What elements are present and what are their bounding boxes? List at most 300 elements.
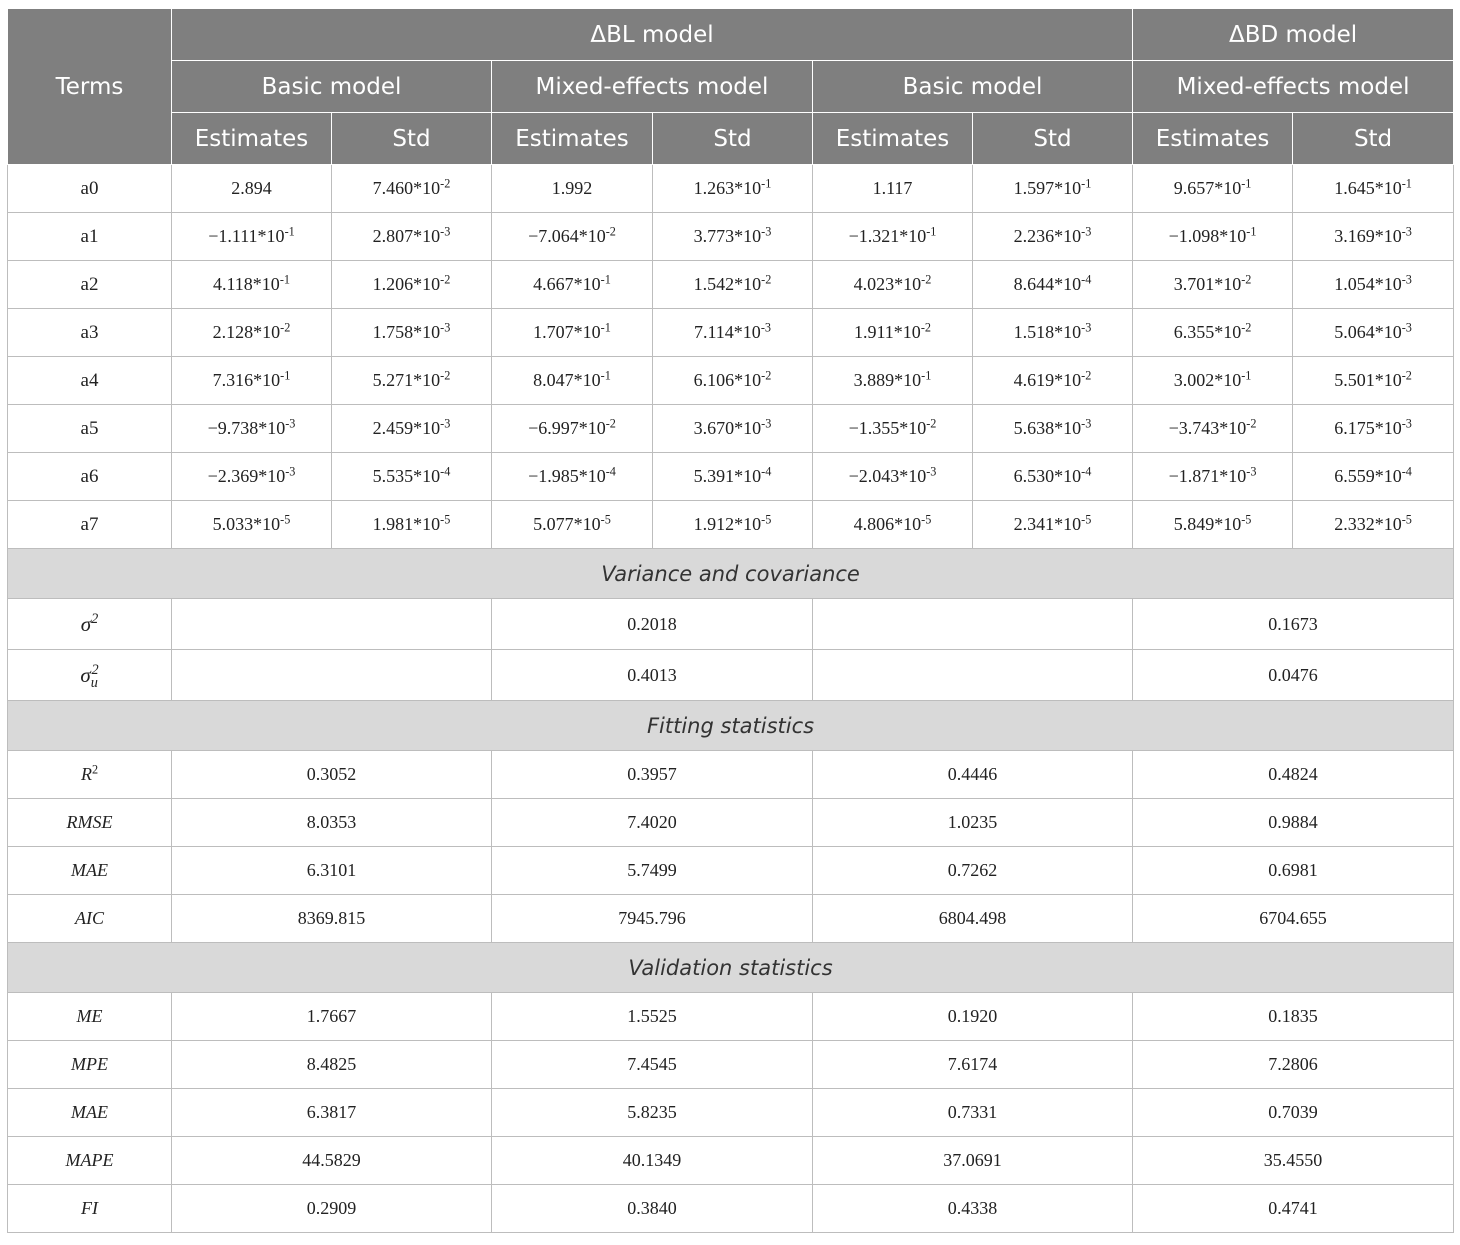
value-cell: 0.4741: [1133, 1185, 1454, 1233]
cell-mantissa: 5.064*10: [1334, 322, 1402, 342]
value-cell: 0.3052: [172, 751, 492, 799]
symbol-superscript: 2: [91, 610, 99, 627]
cell-exponent: -5: [1401, 512, 1412, 527]
group-header-bl: ΔBL model: [172, 9, 1133, 61]
cell-exponent: -3: [1081, 224, 1092, 239]
cell-mantissa: 2.894: [231, 178, 272, 198]
cell-exponent: -3: [761, 416, 772, 431]
estimate-cell: [492, 501, 653, 549]
cell-mantissa: 5.501*10: [1334, 370, 1402, 390]
cell-exponent: -3: [760, 320, 772, 335]
value-cell: 35.4550: [1133, 1137, 1454, 1185]
estimate-cell: [172, 357, 332, 405]
stat-superscript: 2: [91, 762, 99, 777]
cell-mantissa: 9.657*10: [1173, 178, 1242, 198]
cell-exponent: -5: [280, 512, 291, 527]
param-row: [8, 261, 1454, 309]
symbol-base: σ: [80, 611, 92, 636]
cell-mantissa: −1.098*10: [1168, 226, 1247, 246]
value-cell: [813, 599, 1133, 650]
estimate-cell: [172, 165, 332, 213]
terms-header: Terms: [8, 9, 172, 165]
cell-mantissa: −2.369*10: [207, 466, 286, 486]
cell-exponent: -2: [920, 320, 932, 335]
cell-mantissa: 1.206*10: [372, 274, 441, 294]
cell-exponent: -3: [1246, 464, 1257, 479]
cell-exponent: -2: [1081, 368, 1092, 383]
cell-exponent: -5: [1241, 512, 1252, 527]
estimate-cell: [172, 309, 332, 357]
cell-exponent: -3: [1401, 320, 1412, 335]
cell-mantissa: −1.111*10: [208, 226, 285, 246]
value-cell: 44.5829: [172, 1137, 492, 1185]
estimate-cell: [1133, 309, 1293, 357]
param-row: [8, 405, 1454, 453]
cell-mantissa: −1.985*10: [528, 466, 606, 486]
cell-exponent: -2: [605, 224, 616, 239]
column-header: Std: [332, 113, 492, 165]
cell-mantissa: 3.773*10: [693, 226, 762, 246]
cell-mantissa: 1.263*10: [693, 178, 762, 198]
value-cell: 0.1835: [1133, 993, 1454, 1041]
cell-mantissa: 5.391*10: [693, 466, 762, 486]
fitting-row: [8, 751, 1454, 799]
section-header: [8, 701, 1454, 751]
estimate-cell: [1133, 453, 1293, 501]
cell-mantissa: 4.667*10: [533, 274, 601, 294]
cell-exponent: -2: [926, 416, 937, 431]
cell-exponent: -2: [1246, 416, 1257, 431]
cell-exponent: -5: [440, 512, 451, 527]
value-cell: 1.0235: [813, 799, 1133, 847]
cell-mantissa: 1.054*10: [1334, 274, 1402, 294]
estimate-cell: [1133, 501, 1293, 549]
cell-exponent: -1: [921, 368, 932, 383]
cell-exponent: -1: [1241, 176, 1252, 191]
value-cell: 0.4013: [492, 650, 813, 701]
estimate-cell: [813, 405, 973, 453]
cell-exponent: -3: [440, 320, 451, 335]
estimate-cell: [1133, 357, 1293, 405]
cell-mantissa: −1.871*10: [1168, 466, 1247, 486]
term-label: a4: [8, 357, 172, 405]
param-row: [8, 165, 1454, 213]
estimate-cell: [813, 261, 973, 309]
std-cell: [973, 213, 1133, 261]
value-cell: 7.2806: [1133, 1041, 1454, 1089]
std-cell: [332, 501, 492, 549]
estimate-cell: [492, 357, 653, 405]
estimate-cell: [813, 501, 973, 549]
estimate-cell: [1133, 405, 1293, 453]
stat-label: [8, 751, 172, 799]
cell-mantissa: −9.738*10: [207, 418, 286, 438]
std-cell: [973, 357, 1133, 405]
cell-exponent: -4: [1081, 464, 1092, 479]
stat-label: MAPE: [8, 1137, 172, 1185]
validation-row: [8, 1041, 1454, 1089]
estimate-cell: [492, 165, 653, 213]
cell-mantissa: −1.355*10: [848, 418, 927, 438]
std-cell: [1293, 261, 1454, 309]
column-header: Estimates: [1133, 113, 1293, 165]
std-cell: [1293, 357, 1454, 405]
cell-mantissa: 5.849*10: [1173, 514, 1242, 534]
cell-mantissa: 5.535*10: [372, 466, 441, 486]
cell-mantissa: 1.981*10: [372, 514, 441, 534]
std-cell: [653, 405, 813, 453]
column-header: Std: [973, 113, 1133, 165]
cell-exponent: -3: [926, 464, 937, 479]
value-cell: 0.4446: [813, 751, 1133, 799]
cell-mantissa: 7.114*10: [693, 322, 761, 342]
value-cell: 0.2909: [172, 1185, 492, 1233]
cell-exponent: -3: [1401, 272, 1412, 287]
std-cell: [332, 309, 492, 357]
estimate-cell: [492, 309, 653, 357]
cell-exponent: -4: [605, 464, 616, 479]
fitting-row: [8, 895, 1454, 943]
symbol-subscript: u: [90, 674, 98, 691]
stat-label: ME: [8, 993, 172, 1041]
term-label: a3: [8, 309, 172, 357]
param-row: [8, 357, 1454, 405]
column-header: Estimates: [492, 113, 653, 165]
cell-mantissa: 1.117: [872, 178, 913, 198]
cell-mantissa: 1.707*10: [533, 322, 601, 342]
value-cell: 8369.815: [172, 895, 492, 943]
std-cell: [1293, 309, 1454, 357]
cell-mantissa: 4.619*10: [1013, 370, 1082, 390]
value-cell: 0.9884: [1133, 799, 1454, 847]
value-cell: 0.6981: [1133, 847, 1454, 895]
cell-exponent: -4: [1081, 272, 1092, 287]
cell-exponent: -2: [280, 320, 291, 335]
value-cell: 0.7331: [813, 1089, 1133, 1137]
estimate-cell: [813, 165, 973, 213]
cell-exponent: -1: [926, 224, 937, 239]
value-cell: 7.6174: [813, 1041, 1133, 1089]
std-cell: [1293, 453, 1454, 501]
term-label: a5: [8, 405, 172, 453]
cell-exponent: -2: [440, 368, 451, 383]
cell-exponent: -1: [761, 176, 772, 191]
cell-mantissa: 1.911*10: [853, 322, 921, 342]
cell-mantissa: 6.175*10: [1334, 418, 1402, 438]
cell-mantissa: 8.644*10: [1013, 274, 1082, 294]
std-cell: [1293, 405, 1454, 453]
value-cell: 6.3817: [172, 1089, 492, 1137]
std-cell: [653, 309, 813, 357]
validation-row: [8, 993, 1454, 1041]
validation-row: [8, 1185, 1454, 1233]
stat-label: [8, 895, 172, 943]
cell-mantissa: 2.341*10: [1013, 514, 1082, 534]
symbol-base: σ: [80, 662, 91, 687]
cell-mantissa: 2.236*10: [1013, 226, 1082, 246]
std-cell: [1293, 165, 1454, 213]
std-cell: [1293, 213, 1454, 261]
estimate-cell: [172, 261, 332, 309]
cell-mantissa: 2.807*10: [372, 226, 441, 246]
term-label: [8, 599, 172, 650]
std-cell: [332, 213, 492, 261]
cell-mantissa: 1.597*10: [1013, 178, 1082, 198]
term-label: a0: [8, 165, 172, 213]
cell-exponent: -4: [440, 464, 451, 479]
cell-exponent: -1: [1246, 224, 1257, 239]
std-cell: [332, 357, 492, 405]
value-cell: 0.3840: [492, 1185, 813, 1233]
param-row: [8, 453, 1454, 501]
std-cell: [332, 405, 492, 453]
cell-mantissa: 1.518*10: [1013, 322, 1082, 342]
model-header: Mixed-effects model: [1133, 61, 1454, 113]
cell-exponent: -2: [440, 176, 451, 191]
cell-exponent: -5: [921, 512, 932, 527]
cell-mantissa: 3.701*10: [1173, 274, 1242, 294]
cell-mantissa: 4.023*10: [853, 274, 922, 294]
estimate-cell: [492, 261, 653, 309]
cell-exponent: -3: [761, 224, 772, 239]
std-cell: [332, 261, 492, 309]
cell-exponent: -3: [285, 464, 296, 479]
value-cell: 7.4545: [492, 1041, 813, 1089]
param-row: [8, 309, 1454, 357]
cell-mantissa: 2.459*10: [372, 418, 441, 438]
column-header: Std: [653, 113, 813, 165]
stat-label: MAE: [8, 1089, 172, 1137]
cell-mantissa: 3.670*10: [693, 418, 762, 438]
stat-name: MAE: [71, 860, 108, 880]
value-cell: 0.1673: [1133, 599, 1454, 650]
section-header: [8, 549, 1454, 599]
stat-label: [8, 799, 172, 847]
estimate-cell: [172, 405, 332, 453]
cell-mantissa: −1.321*10: [848, 226, 927, 246]
value-cell: 6804.498: [813, 895, 1133, 943]
value-cell: 7.4020: [492, 799, 813, 847]
model-header: Mixed-effects model: [492, 61, 813, 113]
validation-row: [8, 1137, 1454, 1185]
cell-mantissa: 1.645*10: [1334, 178, 1402, 198]
cell-exponent: -5: [1081, 512, 1092, 527]
section-title: Validation statistics: [8, 943, 1454, 993]
fitting-row: [8, 847, 1454, 895]
section-header: [8, 943, 1454, 993]
stat-label: FI: [8, 1185, 172, 1233]
estimate-cell: [1133, 165, 1293, 213]
cell-exponent: -1: [600, 320, 611, 335]
cell-exponent: -2: [761, 368, 772, 383]
estimate-cell: [492, 213, 653, 261]
estimate-cell: [813, 213, 973, 261]
stat-name: RMSE: [66, 812, 113, 832]
group-header-bd: ΔBD model: [1133, 9, 1454, 61]
stat-label: MPE: [8, 1041, 172, 1089]
validation-row: [8, 1089, 1454, 1137]
value-cell: 0.3957: [492, 751, 813, 799]
cell-exponent: -1: [600, 272, 611, 287]
cell-exponent: -3: [440, 416, 451, 431]
value-cell: 8.4825: [172, 1041, 492, 1089]
cell-exponent: -2: [1401, 368, 1412, 383]
cell-exponent: -4: [1401, 464, 1412, 479]
estimate-cell: [813, 453, 973, 501]
estimate-cell: [172, 453, 332, 501]
value-cell: 37.0691: [813, 1137, 1133, 1185]
value-cell: 0.4824: [1133, 751, 1454, 799]
cell-exponent: -3: [1081, 416, 1092, 431]
cell-mantissa: 8.047*10: [533, 370, 601, 390]
cell-exponent: -2: [440, 272, 451, 287]
cell-exponent: -2: [761, 272, 772, 287]
cell-exponent: -2: [921, 272, 932, 287]
cell-mantissa: 1.992: [551, 178, 593, 198]
variance-row: [8, 599, 1454, 650]
cell-mantissa: −3.743*10: [1168, 418, 1247, 438]
model-header: Basic model: [813, 61, 1133, 113]
std-cell: [332, 165, 492, 213]
cell-mantissa: 1.542*10: [693, 274, 762, 294]
cell-exponent: -3: [1401, 224, 1412, 239]
param-row: [8, 213, 1454, 261]
cell-mantissa: 3.889*10: [853, 370, 922, 390]
std-cell: [653, 213, 813, 261]
cell-mantissa: −2.043*10: [848, 466, 927, 486]
value-cell: 40.1349: [492, 1137, 813, 1185]
cell-mantissa: 7.460*10: [372, 178, 441, 198]
std-cell: [973, 453, 1133, 501]
cell-mantissa: 4.806*10: [853, 514, 922, 534]
cell-mantissa: 5.638*10: [1013, 418, 1082, 438]
column-header: Std: [1293, 113, 1454, 165]
cell-exponent: -3: [1081, 320, 1092, 335]
std-cell: [653, 453, 813, 501]
value-cell: 0.7262: [813, 847, 1133, 895]
column-header: Estimates: [172, 113, 332, 165]
std-cell: [973, 501, 1133, 549]
std-cell: [973, 165, 1133, 213]
table-header: [8, 9, 1454, 165]
cell-exponent: -2: [1241, 320, 1252, 335]
std-cell: [653, 357, 813, 405]
cell-mantissa: 5.271*10: [372, 370, 441, 390]
cell-mantissa: 2.332*10: [1334, 514, 1402, 534]
cell-mantissa: 1.912*10: [693, 514, 762, 534]
stat-name: R: [80, 764, 92, 784]
estimate-cell: [172, 213, 332, 261]
value-cell: 0.7039: [1133, 1089, 1454, 1137]
cell-exponent: -1: [1241, 368, 1252, 383]
cell-exponent: -1: [279, 272, 291, 287]
cell-exponent: -2: [605, 416, 616, 431]
cell-exponent: -3: [1401, 416, 1412, 431]
cell-exponent: -1: [600, 368, 611, 383]
sigma-symbol: [80, 661, 99, 691]
estimate-cell: [172, 501, 332, 549]
std-cell: [653, 501, 813, 549]
cell-exponent: -5: [761, 512, 772, 527]
param-row: [8, 501, 1454, 549]
fitting-row: [8, 799, 1454, 847]
cell-mantissa: 4.118*10: [212, 274, 280, 294]
stat-label: [8, 847, 172, 895]
std-cell: [653, 165, 813, 213]
value-cell: [172, 599, 492, 650]
std-cell: [653, 261, 813, 309]
section-title: Fitting statistics: [8, 701, 1454, 751]
table-body: [8, 165, 1454, 1233]
term-label: a1: [8, 213, 172, 261]
std-cell: [973, 309, 1133, 357]
value-cell: 5.7499: [492, 847, 813, 895]
sigma-symbol: [81, 612, 99, 637]
estimate-cell: [813, 309, 973, 357]
value-cell: 1.7667: [172, 993, 492, 1041]
std-cell: [973, 405, 1133, 453]
cell-mantissa: 6.530*10: [1013, 466, 1082, 486]
term-label: a2: [8, 261, 172, 309]
section-title: Variance and covariance: [8, 549, 1454, 599]
value-cell: 1.5525: [492, 993, 813, 1041]
term-label: [8, 650, 172, 701]
value-cell: 6.3101: [172, 847, 492, 895]
estimate-cell: [1133, 213, 1293, 261]
cell-mantissa: 6.106*10: [693, 370, 762, 390]
cell-mantissa: 5.077*10: [533, 514, 601, 534]
std-cell: [973, 261, 1133, 309]
value-cell: 7945.796: [492, 895, 813, 943]
value-cell: 0.1920: [813, 993, 1133, 1041]
estimate-cell: [492, 405, 653, 453]
cell-exponent: -2: [1241, 272, 1252, 287]
cell-mantissa: 1.758*10: [372, 322, 441, 342]
cell-exponent: -1: [280, 368, 291, 383]
value-cell: 0.2018: [492, 599, 813, 650]
symbol-superscript: 2: [91, 661, 99, 678]
cell-exponent: -5: [600, 512, 611, 527]
cell-exponent: -1: [284, 224, 295, 239]
value-cell: 0.4338: [813, 1185, 1133, 1233]
value-cell: 5.8235: [492, 1089, 813, 1137]
cell-mantissa: 6.559*10: [1334, 466, 1402, 486]
variance-row: [8, 650, 1454, 701]
cell-mantissa: 2.128*10: [212, 322, 281, 342]
cell-mantissa: 3.002*10: [1173, 370, 1242, 390]
cell-exponent: -3: [440, 224, 451, 239]
cell-mantissa: 3.169*10: [1334, 226, 1402, 246]
value-cell: 6704.655: [1133, 895, 1454, 943]
column-header: Estimates: [813, 113, 973, 165]
std-cell: [332, 453, 492, 501]
std-cell: [1293, 501, 1454, 549]
term-label: a6: [8, 453, 172, 501]
cell-mantissa: 7.316*10: [212, 370, 281, 390]
results-table: [7, 8, 1454, 1233]
stat-name: AIC: [75, 908, 104, 928]
value-cell: [813, 650, 1133, 701]
cell-exponent: -1: [1401, 176, 1412, 191]
model-header: Basic model: [172, 61, 492, 113]
cell-mantissa: −6.997*10: [528, 418, 606, 438]
estimate-cell: [492, 453, 653, 501]
estimate-cell: [813, 357, 973, 405]
cell-mantissa: 5.033*10: [212, 514, 281, 534]
estimate-cell: [1133, 261, 1293, 309]
cell-mantissa: −7.064*10: [528, 226, 606, 246]
value-cell: [172, 650, 492, 701]
